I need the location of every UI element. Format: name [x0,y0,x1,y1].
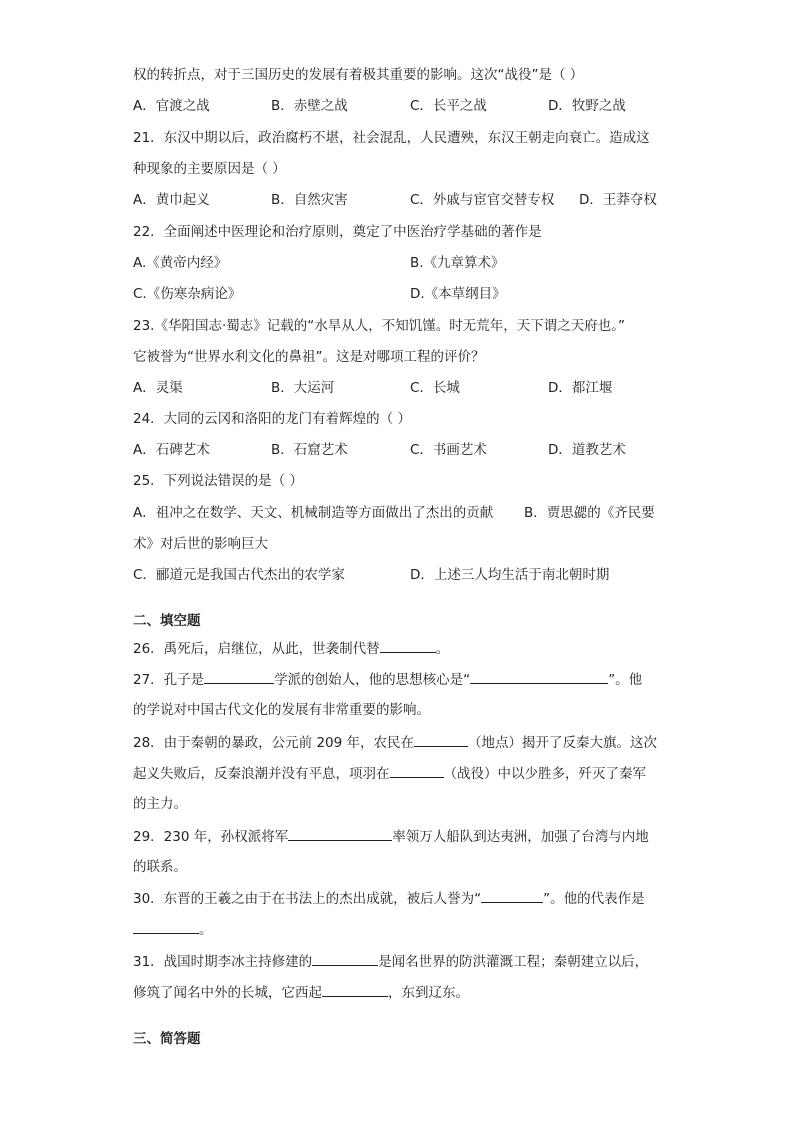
q20-option-c: C．长平之战 [410,98,487,114]
q22-options-row1 [133,253,673,273]
q27-text-b: 学派的创始人，他的思想核心是“ [274,672,471,688]
q27-line2: 的学说对中国古代文化的发展有非常重要的影响。 [133,702,430,718]
q20-option-a: A．官渡之战 [133,98,210,114]
q28-line3: 的主力。 [133,796,187,812]
q25-stem: 25．下列说法错误的是（ ） [133,473,303,489]
q23-option-b: B．大运河 [271,380,335,396]
q21-options [133,190,673,210]
q24-option-d: D．道教艺术 [548,442,626,458]
q24-option-b: B．石窟艺术 [271,442,348,458]
q30-line1 [133,888,673,908]
q28-line1 [133,732,673,752]
q28-line2 [133,763,673,783]
q26 [133,638,673,658]
q25-option-b-end: 术》对后世的影响巨大 [133,536,268,552]
q30-line2 [133,919,673,939]
q28-text-c: 起义失败后，反秦浪潮并没有平息，项羽在 [133,766,390,782]
q25-option-c: C．郦道元是我国古代杰出的农学家 [133,567,345,583]
q23-option-d: D．都江堰 [548,380,613,396]
q24-options [133,440,673,460]
q31-line2 [133,982,673,1002]
q22-stem: 22．全面阐述中医理论和治疗原则，奠定了中医治疗学基础的著作是 [133,224,542,240]
q22-option-d: D.《本草纲目》 [410,286,506,302]
q27-text-c: ”。他 [608,672,643,688]
q22-options-row2 [133,284,673,304]
q28-text-b: （地点）揭开了反秦大旗。这次 [468,735,658,751]
q27-line1 [133,669,673,689]
q20-option-d: D．牧野之战 [548,98,626,114]
q25-option-a: A．祖冲之在数学、天文、机械制造等方面做出了杰出的贡献 [133,505,494,521]
q29-line2: 的联系。 [133,859,187,875]
q29-line1 [133,826,673,846]
q23-stem-line2: 它被誉为“世界水利文化的鼻祖”。这是对哪项工程的评价？ [133,349,485,365]
q28-text-a: 28．由于秦朝的暴政，公元前 209 年，农民在 [133,735,415,751]
q21-option-d: D．王莽夺权 [579,192,657,208]
q20-stem-continuation: 权的转折点，对于三国历史的发展有着极其重要的影响。这次“战役”是（ ） [133,67,584,83]
q23-option-c: C．长城 [410,380,460,396]
q23-option-a: A．灵渠 [133,380,183,396]
q22-option-a: A.《黄帝内经》 [133,255,228,271]
q26-text-a: 26．禹死后，启继位，从此，世袭制代替 [133,641,380,657]
q31-text-b: 是闻名世界的防洪灌溉工程；秦朝建立以后， [378,954,649,970]
q25-options-row1 [133,503,673,523]
q31-text-d: ，东到辽东。 [388,985,469,1001]
q29-text-a: 29．230 年，孙权派将军 [133,829,289,845]
q21-option-a: A．黄巾起义 [133,192,210,208]
section-fill-in-title: 二、填空题 [133,613,201,629]
section-short-answer-title: 三、简答题 [133,1031,201,1047]
q26-blank[interactable] [380,638,436,653]
q23-options [133,378,673,398]
q21-option-b: B．自然灾害 [271,192,348,208]
q22-option-c: C.《伤寒杂病论》 [133,286,242,302]
q25-options-row3 [133,565,673,585]
q30-text-c: 。 [199,922,213,938]
q20-options [133,96,673,116]
q21-option-c: C．外戚与宦官交替专权 [410,192,555,208]
q24-stem: 24．大同的云冈和洛阳的龙门有着辉煌的（ ） [133,411,411,427]
q23-stem-line1: 23.《华阳国志·蜀志》记载的“水旱从人，不知饥馑。时无荒年，天下谓之天府也。” [133,318,625,334]
q25-option-d: D．上述三人均生活于南北朝时期 [410,567,610,583]
q31-text-a: 31．战国时期李冰主持修建的 [133,954,313,970]
q31-text-c: 修筑了闻名中外的长城，它西起 [133,985,322,1001]
q30-text-a: 30．东晋的王羲之由于在书法上的杰出成就，被后人誉为“ [133,891,482,907]
q30-blank-1[interactable] [481,888,543,903]
q31-blank-1[interactable] [312,951,378,966]
q26-text-b: 。 [435,641,450,657]
q29-text-b: 率领万人船队到达夷洲，加强了台湾与内地 [392,829,649,845]
q28-text-d: （战役）中以少胜多，歼灭了秦军 [443,766,646,782]
q28-blank-1[interactable] [414,732,468,747]
q20-option-b: B．赤壁之战 [271,98,348,114]
q31-blank-2[interactable] [322,982,388,997]
q24-option-a: A．石碑艺术 [133,442,210,458]
q21-stem-line2: 种现象的主要原因是（ ） [133,161,286,177]
q30-blank-2[interactable] [133,919,199,934]
q25-option-b-start: B．贾思勰的《齐民要 [524,505,655,521]
q24-option-c: C．书画艺术 [410,442,487,458]
q27-text-a: 27．孔子是 [133,672,205,688]
q30-text-b: ”。他的代表作是 [543,891,645,907]
q21-stem-line1: 21．东汉中期以后，政治腐朽不堪，社会混乱，人民遭殃，东汉王朝走向衰亡。造成这 [133,130,650,146]
q27-blank-1[interactable] [204,669,274,684]
q28-blank-2[interactable] [390,763,444,778]
q29-blank[interactable] [288,826,392,841]
q31-line1 [133,951,673,971]
q27-blank-2[interactable] [470,669,608,684]
q22-option-b: B.《九章算术》 [410,255,505,271]
